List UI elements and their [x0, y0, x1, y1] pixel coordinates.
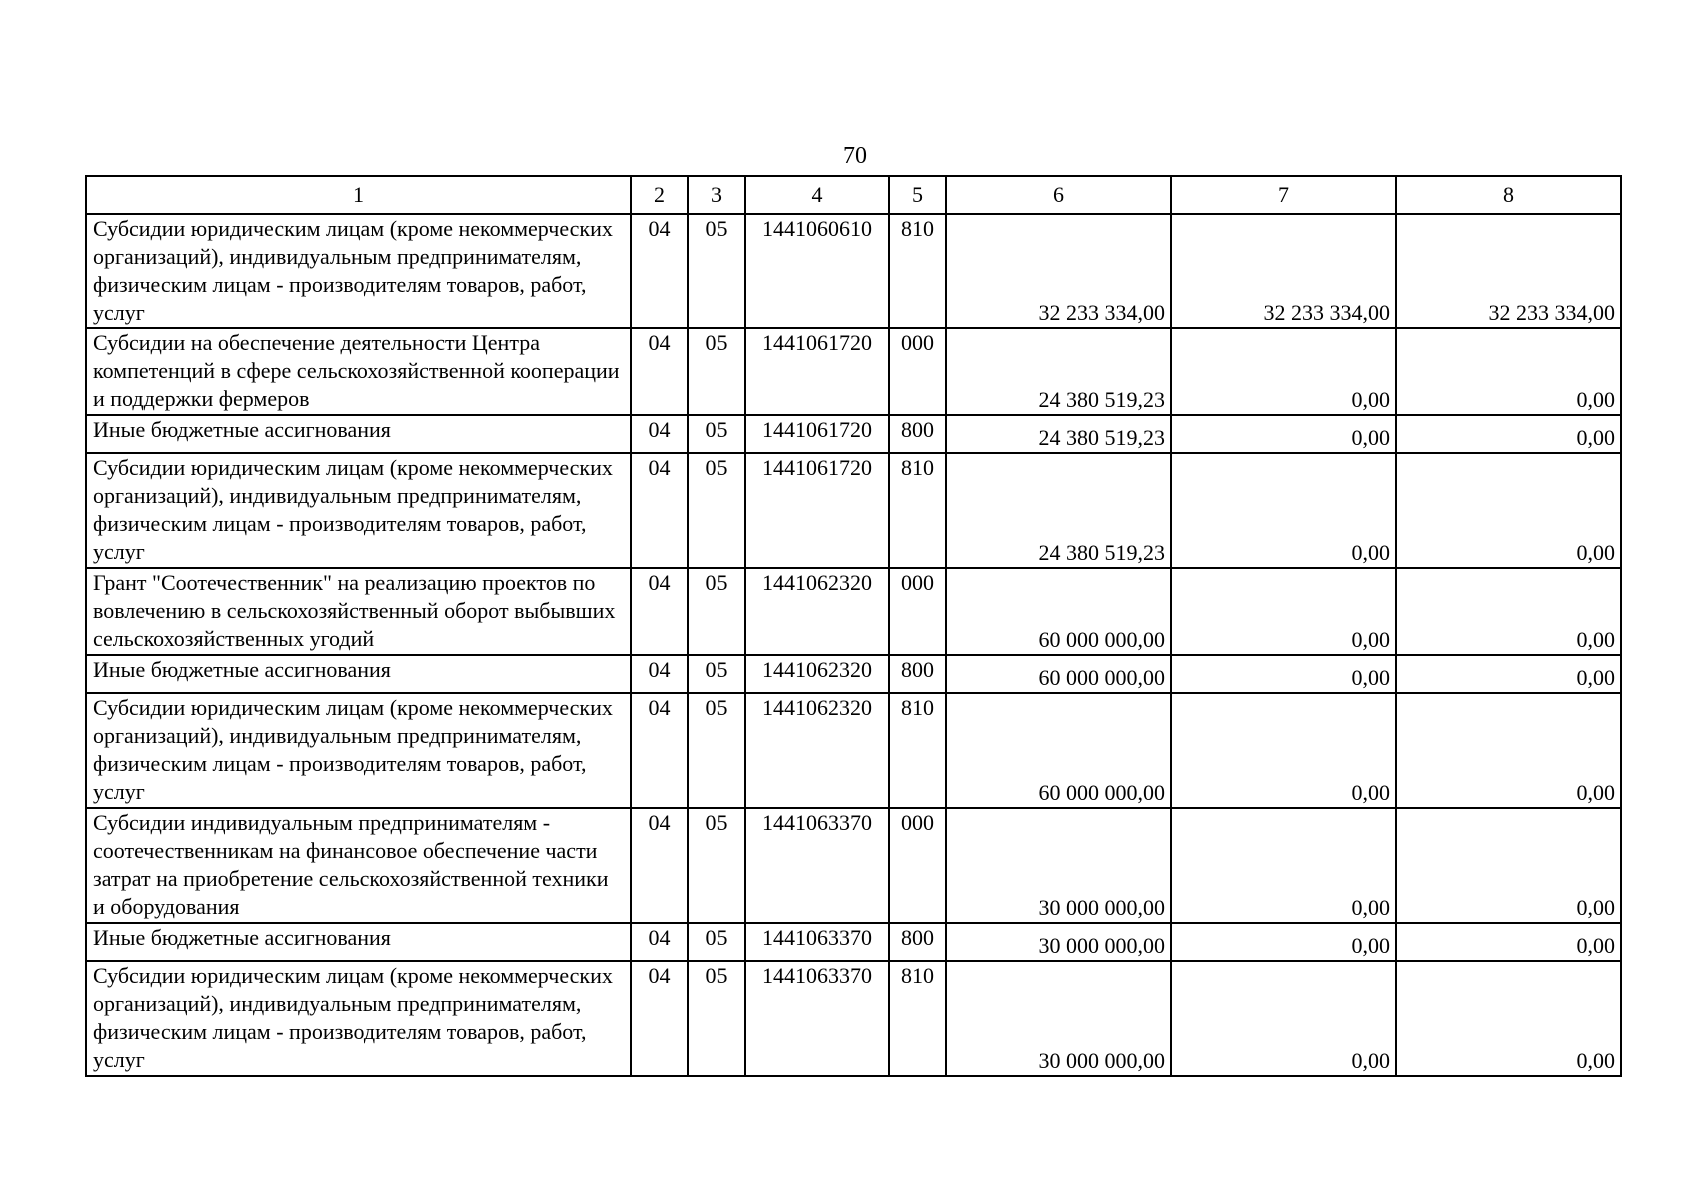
row-name: Иные бюджетные ассигнования — [86, 923, 631, 961]
row-section: 04 — [631, 415, 688, 453]
row-expense-type: 000 — [889, 568, 946, 655]
row-amount-6: 30 000 000,00 — [946, 961, 1171, 1076]
table-row — [86, 961, 1621, 1076]
row-expense-type: 800 — [889, 415, 946, 453]
row-amount-6: 30 000 000,00 — [946, 923, 1171, 961]
row-name: Грант "Соотечественник" на реализацию проектов по вовлечению в сельскохозяйственный оборот выбывших сельскохозяйственных угодий — [86, 568, 631, 655]
row-amount-7: 0,00 — [1171, 808, 1396, 923]
row-target-code: 1441063370 — [745, 961, 889, 1076]
page-number: 70 — [843, 143, 867, 169]
row-amount-7: 0,00 — [1171, 568, 1396, 655]
row-amount-8: 0,00 — [1396, 693, 1621, 808]
row-name: Субсидии на обеспечение деятельности Центра компетенций в сфере сельскохозяйственной кооперации и поддержки фермеров — [86, 328, 631, 415]
row-amount-8: 0,00 — [1396, 808, 1621, 923]
row-name: Иные бюджетные ассигнования — [86, 415, 631, 453]
row-subsection: 05 — [688, 328, 745, 415]
row-expense-type: 810 — [889, 214, 946, 328]
row-expense-type: 810 — [889, 693, 946, 808]
row-target-code: 1441062320 — [745, 655, 889, 693]
row-expense-type: 800 — [889, 923, 946, 961]
budget-table — [85, 175, 1622, 1077]
row-amount-7: 0,00 — [1171, 923, 1396, 961]
row-amount-7: 32 233 334,00 — [1171, 214, 1396, 328]
row-subsection: 05 — [688, 808, 745, 923]
row-target-code: 1441061720 — [745, 453, 889, 568]
row-target-code: 1441063370 — [745, 808, 889, 923]
row-name: Иные бюджетные ассигнования — [86, 655, 631, 693]
row-section: 04 — [631, 961, 688, 1076]
table-body — [86, 176, 1621, 1076]
row-target-code: 1441061720 — [745, 328, 889, 415]
row-amount-8: 0,00 — [1396, 961, 1621, 1076]
header-col-4: 4 — [745, 176, 889, 214]
row-subsection: 05 — [688, 214, 745, 328]
row-amount-6: 30 000 000,00 — [946, 808, 1171, 923]
row-amount-6: 24 380 519,23 — [946, 453, 1171, 568]
header-col-5: 5 — [889, 176, 946, 214]
row-name: Субсидии юридическим лицам (кроме некоммерческих организаций), индивидуальным предпринимателям, физическим лицам - производителям товаров, работ, услуг — [86, 214, 631, 328]
row-amount-8: 0,00 — [1396, 568, 1621, 655]
row-amount-8: 32 233 334,00 — [1396, 214, 1621, 328]
row-target-code: 1441061720 — [745, 415, 889, 453]
header-col-2: 2 — [631, 176, 688, 214]
row-amount-7: 0,00 — [1171, 655, 1396, 693]
table-row — [86, 655, 1621, 693]
row-expense-type: 000 — [889, 328, 946, 415]
row-amount-6: 60 000 000,00 — [946, 655, 1171, 693]
table-row — [86, 568, 1621, 655]
header-col-8: 8 — [1396, 176, 1621, 214]
row-section: 04 — [631, 328, 688, 415]
row-amount-8: 0,00 — [1396, 415, 1621, 453]
header-col-1: 1 — [86, 176, 631, 214]
row-subsection: 05 — [688, 655, 745, 693]
row-expense-type: 810 — [889, 961, 946, 1076]
row-section: 04 — [631, 923, 688, 961]
row-name: Субсидии индивидуальным предпринимателям - соотечественникам на финансовое обеспечение части затрат на приобретение сельскохозяйственной техники и оборудования — [86, 808, 631, 923]
table-row — [86, 808, 1621, 923]
row-amount-6: 24 380 519,23 — [946, 415, 1171, 453]
row-expense-type: 800 — [889, 655, 946, 693]
row-expense-type: 810 — [889, 453, 946, 568]
row-subsection: 05 — [688, 453, 745, 568]
row-section: 04 — [631, 568, 688, 655]
row-amount-8: 0,00 — [1396, 655, 1621, 693]
row-section: 04 — [631, 808, 688, 923]
row-amount-8: 0,00 — [1396, 328, 1621, 415]
table-row — [86, 453, 1621, 568]
row-amount-7: 0,00 — [1171, 961, 1396, 1076]
table-row — [86, 328, 1621, 415]
header-col-3: 3 — [688, 176, 745, 214]
row-amount-8: 0,00 — [1396, 923, 1621, 961]
row-subsection: 05 — [688, 923, 745, 961]
table-row — [86, 693, 1621, 808]
row-section: 04 — [631, 453, 688, 568]
row-amount-7: 0,00 — [1171, 453, 1396, 568]
row-amount-7: 0,00 — [1171, 328, 1396, 415]
row-subsection: 05 — [688, 568, 745, 655]
row-amount-8: 0,00 — [1396, 453, 1621, 568]
table-row — [86, 923, 1621, 961]
row-amount-7: 0,00 — [1171, 693, 1396, 808]
row-target-code: 1441062320 — [745, 693, 889, 808]
row-target-code: 1441062320 — [745, 568, 889, 655]
row-amount-6: 60 000 000,00 — [946, 568, 1171, 655]
row-name: Субсидии юридическим лицам (кроме некоммерческих организаций), индивидуальным предпринимателям, физическим лицам - производителям товаров, работ, услуг — [86, 693, 631, 808]
row-section: 04 — [631, 693, 688, 808]
row-subsection: 05 — [688, 415, 745, 453]
row-subsection: 05 — [688, 961, 745, 1076]
header-row — [86, 176, 1621, 214]
header-col-7: 7 — [1171, 176, 1396, 214]
row-name: Субсидии юридическим лицам (кроме некоммерческих организаций), индивидуальным предпринимателям, физическим лицам - производителям товаров, работ, услуг — [86, 961, 631, 1076]
table-row — [86, 415, 1621, 453]
table-row — [86, 214, 1621, 328]
row-subsection: 05 — [688, 693, 745, 808]
row-target-code: 1441063370 — [745, 923, 889, 961]
row-expense-type: 000 — [889, 808, 946, 923]
row-amount-6: 32 233 334,00 — [946, 214, 1171, 328]
row-name: Субсидии юридическим лицам (кроме некоммерческих организаций), индивидуальным предпринимателям, физическим лицам - производителям товаров, работ, услуг — [86, 453, 631, 568]
row-section: 04 — [631, 655, 688, 693]
row-amount-6: 60 000 000,00 — [946, 693, 1171, 808]
row-amount-7: 0,00 — [1171, 415, 1396, 453]
header-col-6: 6 — [946, 176, 1171, 214]
row-amount-6: 24 380 519,23 — [946, 328, 1171, 415]
row-section: 04 — [631, 214, 688, 328]
row-target-code: 1441060610 — [745, 214, 889, 328]
